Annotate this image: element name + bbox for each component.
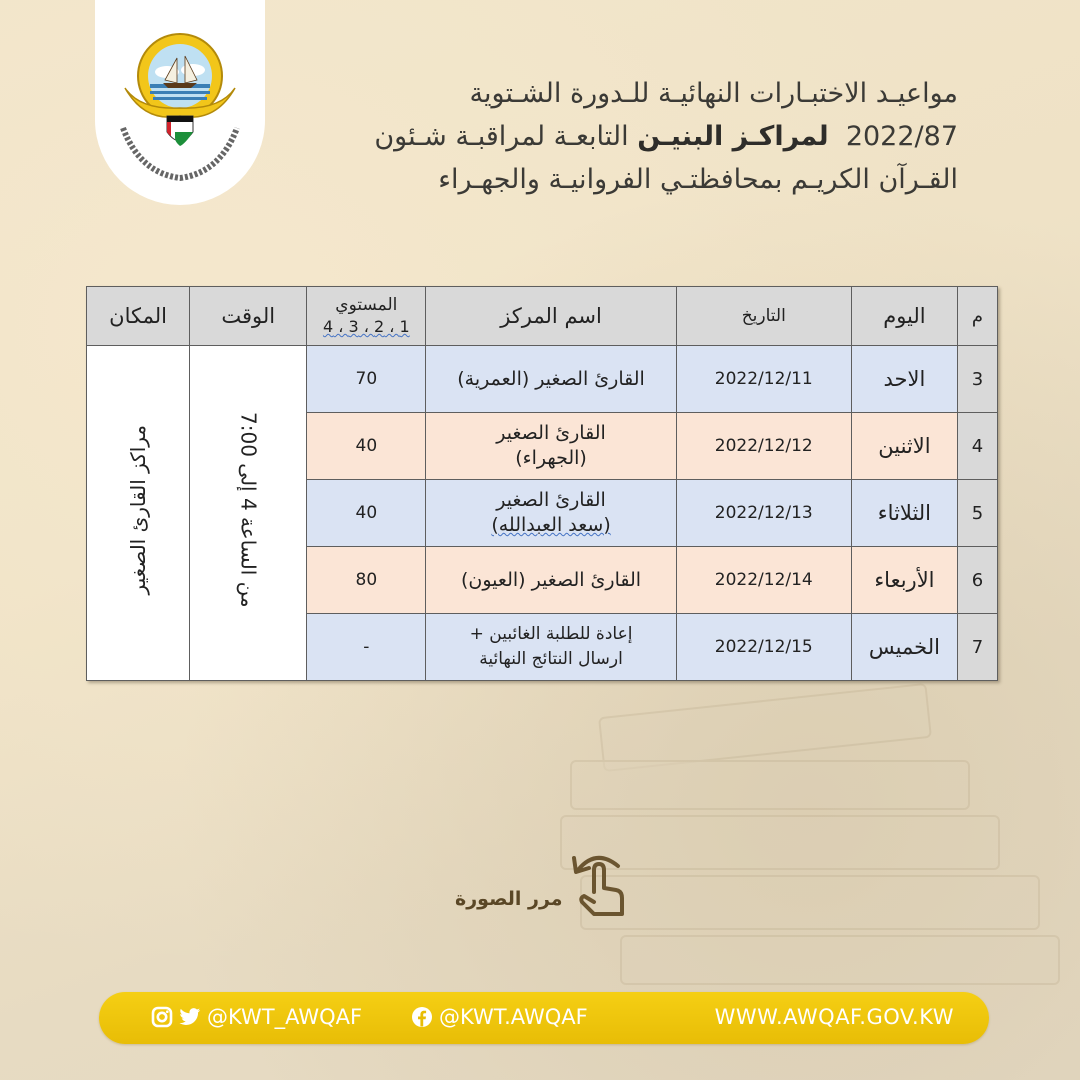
row-center-line-2: (سعد العبدالله) bbox=[491, 514, 611, 536]
row-center-line-2: (الجهراء) bbox=[515, 447, 587, 469]
facebook-handle: @KWT.AWQAF bbox=[439, 1005, 588, 1029]
row-center bbox=[426, 614, 676, 681]
social-instagram-twitter[interactable] bbox=[151, 1005, 362, 1029]
website-link[interactable]: WWW.AWQAF.GOV.KW bbox=[714, 1005, 954, 1029]
row-day: الأربعاء bbox=[851, 547, 957, 614]
time-range: من الساعة 4 إلى 7:00 bbox=[236, 411, 261, 608]
row-center-line-1: القارئ الصغير bbox=[496, 422, 606, 444]
row-date: 2022/12/13 bbox=[676, 480, 851, 547]
title-line-2 bbox=[358, 115, 958, 158]
row-num: 4 bbox=[957, 413, 997, 480]
title-line-2-rest: التابعـة لمراقبـة شـئون bbox=[374, 121, 629, 152]
header-level-sub: 1 ، 2 ، 3 ، 4 bbox=[322, 317, 410, 336]
exam-schedule-table bbox=[86, 286, 998, 681]
row-center bbox=[426, 413, 676, 480]
row-num: 6 bbox=[957, 547, 997, 614]
row-center-line-2: ارسال النتائج النهائية bbox=[479, 649, 623, 669]
row-center-line-1: القارئ الصغير (العمرية) bbox=[457, 367, 645, 390]
row-date: 2022/12/15 bbox=[676, 614, 851, 681]
row-level: 40 bbox=[307, 480, 426, 547]
background-books-illustration bbox=[560, 690, 1080, 990]
header-date: التاريخ bbox=[676, 287, 851, 346]
row-level: 40 bbox=[307, 413, 426, 480]
title-year: 2022/87 bbox=[845, 121, 958, 152]
logo-card bbox=[95, 0, 265, 205]
social-facebook[interactable] bbox=[411, 1005, 588, 1029]
row-center bbox=[426, 480, 676, 547]
row-center-line-1: القارئ الصغير bbox=[496, 489, 606, 511]
title-highlight: لمراكـز البنيـن bbox=[637, 121, 829, 152]
facebook-icon bbox=[411, 1006, 433, 1028]
footer-social-bar bbox=[99, 992, 989, 1044]
title-line-3: القـرآن الكريـم بمحافظتـي الفروانيـة والجهـراء bbox=[438, 164, 958, 195]
row-level: - bbox=[307, 614, 426, 681]
row-level: 70 bbox=[307, 346, 426, 413]
merged-time-cell bbox=[190, 346, 307, 681]
header-place: المكان bbox=[87, 287, 190, 346]
row-center bbox=[426, 547, 676, 614]
header-level-title: المستوي bbox=[335, 295, 398, 315]
row-date: 2022/12/11 bbox=[676, 346, 851, 413]
swipe-hint[interactable] bbox=[455, 852, 635, 922]
swipe-label: مرر الصورة bbox=[455, 888, 563, 910]
table-header-row bbox=[87, 287, 998, 346]
instagram-icon bbox=[151, 1006, 173, 1028]
row-day: الثلاثاء bbox=[851, 480, 957, 547]
row-center-line-1: إعادة للطلبة الغائبين + bbox=[469, 624, 633, 644]
header-time: الوقت bbox=[190, 287, 307, 346]
header-center: اسم المركز bbox=[426, 287, 676, 346]
row-num: 5 bbox=[957, 480, 997, 547]
merged-place-cell bbox=[87, 346, 190, 681]
header-day: اليوم bbox=[851, 287, 957, 346]
table-row bbox=[87, 346, 998, 413]
row-num: 3 bbox=[957, 346, 997, 413]
row-center-line-1: القارئ الصغير (العيون) bbox=[460, 568, 642, 591]
twitter-icon bbox=[179, 1006, 201, 1028]
swipe-hand-icon bbox=[568, 852, 628, 918]
row-date: 2022/12/14 bbox=[676, 547, 851, 614]
header-num: م bbox=[957, 287, 997, 346]
page-title bbox=[358, 72, 958, 201]
row-center bbox=[426, 346, 676, 413]
title-line-1: مواعيـد الاختبـارات النهائيـة للـدورة الشـتوية bbox=[469, 78, 958, 109]
row-day: الاحد bbox=[851, 346, 957, 413]
row-date: 2022/12/12 bbox=[676, 413, 851, 480]
kuwait-emblem-icon bbox=[105, 28, 255, 188]
place-name: مراكز القارئ الصغير bbox=[125, 424, 150, 595]
header-level bbox=[307, 287, 426, 346]
row-level: 80 bbox=[307, 547, 426, 614]
row-day: الخميس bbox=[851, 614, 957, 681]
row-num: 7 bbox=[957, 614, 997, 681]
instagram-twitter-handle: @KWT_AWQAF bbox=[207, 1005, 363, 1029]
row-day: الاثنين bbox=[851, 413, 957, 480]
